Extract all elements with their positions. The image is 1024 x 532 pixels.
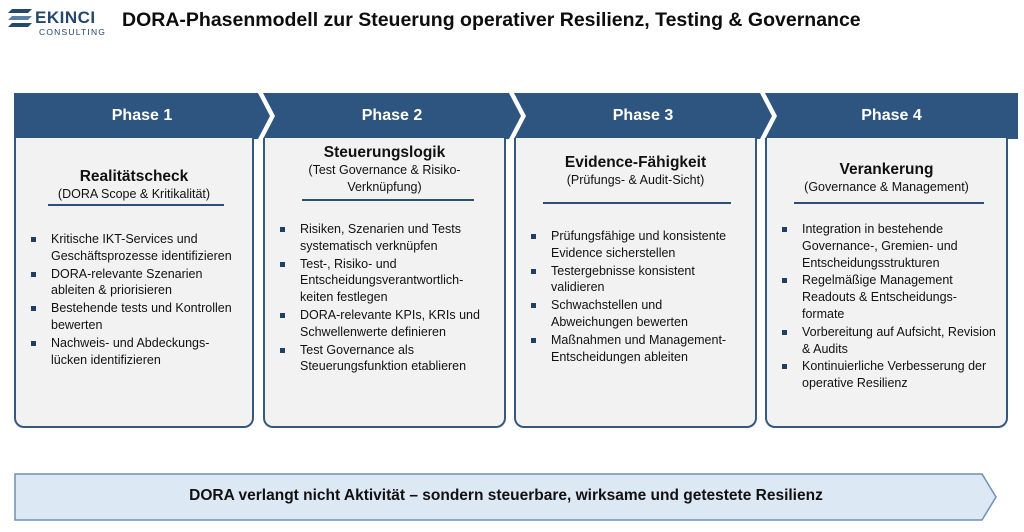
phase-1-divider [48, 204, 224, 206]
list-item: Test-, Risiko- und Entscheidungsverantwortlich-keiten festlegen [273, 256, 494, 306]
list-item: Vorbereitung auf Aufsicht, Revision & Audits [775, 324, 996, 358]
phase-2-divider [302, 199, 474, 201]
list-item: Integration in bestehende Governance-, Gremien- und Entscheidungsstrukturen [775, 221, 996, 271]
phase-2-label: Phase 2 [361, 107, 423, 124]
phase-2-header [263, 93, 521, 139]
phase-4-subtitle: (Governance & Management) [804, 180, 969, 194]
logo-name: EKINCI [35, 8, 96, 27]
phase-1-label: Phase 1 [111, 107, 173, 124]
banner-text: DORA verlangt nicht Aktivität – sondern steuerbare, wirksame und getestete Resilienz [189, 487, 823, 504]
phase-2-list [273, 221, 494, 376]
phase-4-title: Verankerung [839, 161, 934, 178]
page-title: DORA-Phasenmodell zur Steuerung operativer Resilienz, Testing & Governance [122, 9, 861, 31]
phase-1-list [24, 231, 242, 369]
list-item: Test Governance als Steuerungsfunktion etablieren [273, 342, 494, 376]
phase-3-header [514, 93, 772, 139]
phase-4-label: Phase 4 [861, 107, 922, 124]
logo-stripes-icon [8, 9, 32, 27]
list-item: Bestehende tests und Kontrollen bewerten [24, 300, 242, 334]
phase-2-title: Steuerungslogik [323, 144, 446, 161]
list-item: DORA-relevante Szenarien ableiten & priorisieren [24, 266, 242, 300]
list-item: Testergebnisse konsistent validieren [524, 263, 745, 297]
phase-4-header [765, 93, 1018, 139]
phase-3-label: Phase 3 [612, 107, 674, 124]
list-item: Risiken, Szenarien und Tests systematisch verknüpfen [273, 221, 494, 255]
logo-subtitle: CONSULTING [39, 27, 107, 37]
phase-2-card [263, 138, 506, 428]
list-item: DORA-relevante KPIs, KRIs und Schwellenwerte definieren [273, 307, 494, 341]
phase-3-subtitle: (Prüfungs- & Audit-Sicht) [566, 173, 705, 187]
phase-1-card [14, 138, 254, 428]
list-item: Schwachstellen und Abweichungen bewerten [524, 297, 745, 331]
list-item: Regelmäßige Management Readouts & Entscheidungs-formate [775, 272, 996, 322]
phase-1-subtitle: (DORA Scope & Kritikalität) [57, 187, 211, 201]
phase-4-list [775, 221, 996, 393]
list-item: Prüfungsfähige und konsistente Evidence sicherstellen [524, 228, 745, 262]
phase-3-list [524, 228, 745, 366]
phase-1-title: Realitätscheck [79, 168, 189, 185]
phase-4-card [765, 138, 1008, 428]
list-item: Kritische IKT-Services und Geschäftsprozesse identifizieren [24, 231, 242, 265]
phase-2-subtitle: (Test Governance & Risiko-Verknüpfung) [308, 163, 461, 194]
list-item: Nachweis- und Abdeckungs-lücken identifizieren [24, 335, 242, 369]
phase-3-divider [543, 202, 731, 204]
phase-1-header [14, 93, 270, 139]
list-item: Maßnahmen und Management-Entscheidungen ableiten [524, 332, 745, 366]
list-item: Kontinuierliche Verbesserung der operative Resilienz [775, 358, 996, 392]
company-logo [8, 9, 108, 37]
summary-banner [14, 473, 998, 521]
phase-3-card [514, 138, 757, 428]
phase-3-title: Evidence-Fähigkeit [564, 154, 707, 171]
phase-4-divider [794, 202, 984, 204]
